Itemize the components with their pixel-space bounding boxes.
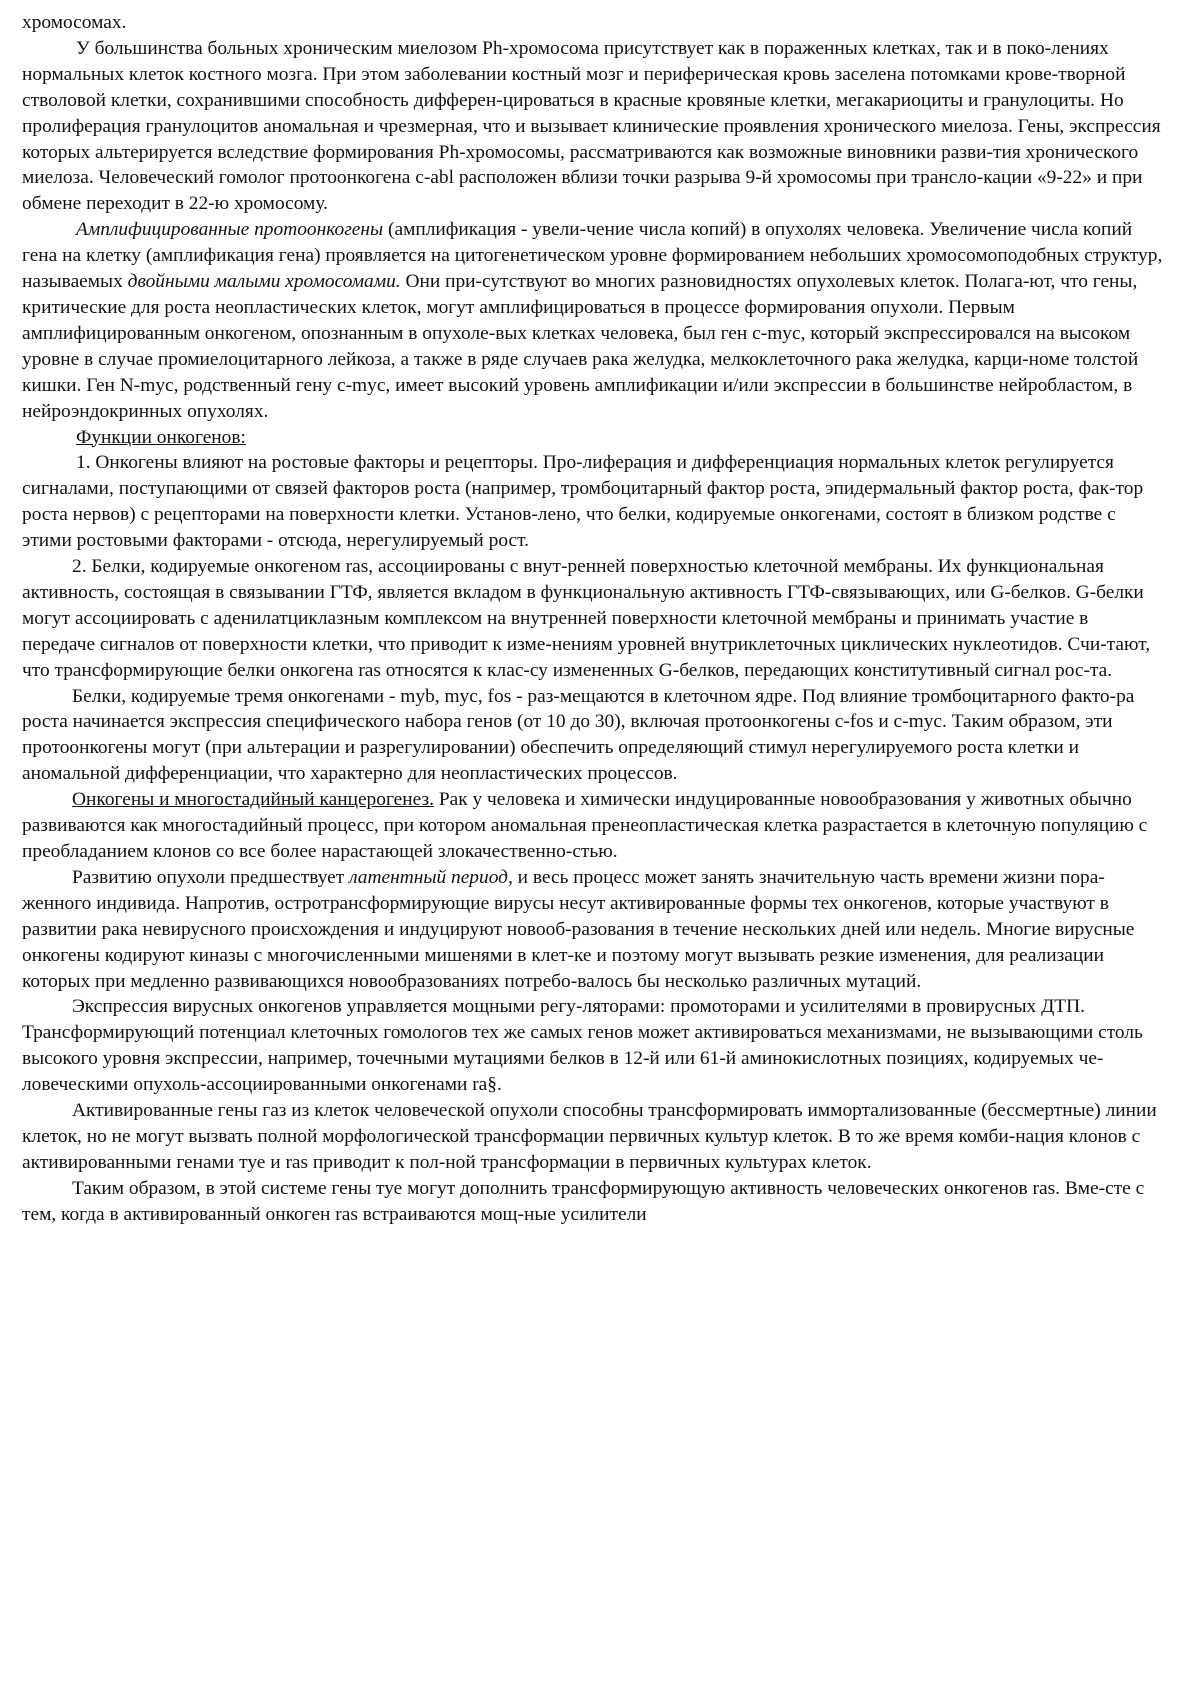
paragraph-latent-text-b: и весь процесс может занять значительную часть времени жизни пора-женного индивида. Напротив, остротрансформирующие вирусы несут активированные формы тех онкогенов, которые участвуют в развитии рака невирусного происхождения и индуцируют новооб-разования в течение нескольких дней или недель. Многие вирусные онкогены кодируют киназы с многочисленными мишенями в клет-ке и поэтому могут вызывать резкие изменения, для реализации которых при медленно развивающихся новообразованиях потребо-валось бы несколько различных мутаций.: [22, 866, 1135, 992]
paragraph-conclusion: Таким образом, в этой системе гены туе могут дополнить трансформирующую активность человеческих онкогенов ras. Вме-сте с тем, когда в активированный онкоген ras встраиваются мощ-ные усилители: [22, 1177, 1145, 1225]
heading-text: Функции онкогенов:: [76, 426, 246, 448]
heading-multistage-carcinogenesis: Онкогены и многостадийный канцерогенез.: [72, 789, 434, 811]
paragraph-latent-period: [22, 865, 1164, 995]
paragraph-myb-myc-fos: Белки, кодируемые тремя онкогенами - myb, myc, fos - раз-мещаются в клеточном ядре. Под влияние тромбоцитарного факто-ра роста начинается экспрессия специфического набора генов (от 10 до 30), включая протоонкогены c-fos и c-myc. Таким образом, эти протоонкогены могут (при альтерации и разрегулировании) обеспечить определяющий стимул нерегулируемого роста клетки и аномальной дифференциации, что характерно для неопластических процессов.: [22, 685, 1135, 785]
paragraph-multistage-carcinogenesis: [22, 787, 1164, 865]
paragraph-latent-text-a: Развитию опухоли предшествует: [72, 866, 350, 888]
term-latent-period: латентный период,: [349, 866, 513, 888]
paragraph-chronic-myelosis: У большинства больных хроническим миелозом Ph-хромосома присутствует как в пораженных клетках, так и в поко-лениях нормальных клеток костного мозга. При этом заболевании костный мозг и периферическая кровь заселена потомками крове-творной стволовой клетки, сохранившими способность дифферен-цироваться в красные кровяные клетки, мегакариоциты и гранулоциты. Но пролиферация гранулоцитов аномальная и чрезмерная, что и вызывает клинические проявления хронического миелоза. Гены, экспрессия которых альтерируется вследствие формирования Ph-хромосомы, рассматриваются как возможные виновники разви-тия хронического миелоза. Человеческий гомолог протоонкогена c-abl расположен вблизи точки разрыва 9-й хромосомы при трансло-кации «9-22» и при обмене переходит в 22-ю хромосому.: [22, 37, 1161, 215]
paragraph-amplified-protooncogenes: [22, 217, 1164, 424]
term-double-minute-chromosomes: двойными малыми хромосомами.: [127, 271, 401, 293]
paragraph-amplified-text-b: Они при-сутствуют во многих разновидностях опухолевых клеток. Полага-ют, что гены, критические для роста неопластических клеток, могут амплифицироваться в процессе формирования опухоли. Первым амплифицированным онкогеном, опознанным в опухоле-вых клетках человека, был ген c-myc, который экспрессировался на высоком уровне в случае промиелоцитарного лейкоза, а также в ряде случаев рака желудка, мелкоклеточного рака желудка, карци-номе толстой кишки. Ген N-myc, родственный гену c-myc, имеет высокий уровень амплификации и/или экспрессии в большинстве нейробластом, в нейроэндокринных опухолях.: [22, 271, 1139, 422]
paragraph-function-2-ras: 2. Белки, кодируемые онкогеном ras, ассоциированы с внут-ренней поверхностью клеточной мембраны. Их функциональная активность, состоящая в связывании ГТФ, является вкладом в функциональную активность ГТФ-связывающих, или G-белков. G-белки могут ассоциировать с аденилатциклазным комплексом на внутренней поверхности клеточной мембраны и принимать участие в передаче сигналов от поверхности клетки, что приводит к изме-нениям уровней внутриклеточных циклических нуклеотидов. Счи-тают, что трансформирующие белки онкогена ras относятся к клас-су измененных G-белков, передающих конститутивный сигнал рос-та.: [22, 556, 1151, 681]
paragraph-activated-ras-genes: Активированные гены газ из клеток человеческой опухоли способны трансформировать иммортализованные (бессмертные) линии клеток, но не могут вызвать полной морфологической трансформации первичных культур клеток. В то же время комби-нация клонов с активированными генами туе и ras приводит к пол-ной трансформации в первичных культурах клеток.: [22, 1100, 1157, 1173]
paragraph-amplified-text-a: (амплификация - увели-чение числа копий) в опухолях человека. Увеличение числа копий гена на клетку (амплификация гена) проявляется на цитогенетическом уровне формированием небольших хромосомоподобных структур, называемых: [22, 219, 1163, 293]
paragraph-viral-oncogene-expression: Экспрессия вирусных онкогенов управляется мощными регу-ляторами: промоторами и усилителями в провирусных ДТП. Трансформирующий потенциал клеточных гомологов тех же самых генов может активироваться механизмами, не вызывающими столь высокого уровня экспрессии, например, точечными мутациями белков в 12-й или 61-й аминокислотных позициях, кодируемых че-ловеческими опухоль-ассоциированными онкогенами ra§.: [22, 996, 1143, 1096]
term-amplified-protooncogenes: Амплифицированные протоонкогены: [76, 219, 384, 241]
paragraph-function-1: 1. Онкогены влияют на ростовые факторы и рецепторы. Про-лиферация и дифференциация нормальных клеток регулируется сигналами, поступающими от связей факторов роста (например, тромбоцитарный фактор роста, эпидермальный фактор роста, фак-тор роста нервов) с рецепторами на поверхности клетки. Установ-лено, что белки, кодируемые онкогенами, состоят в близком родстве с этими ростовыми факторами - отсюда, нерегулируемый рост.: [22, 452, 1144, 552]
paragraph-continuation: хромосомах.: [22, 12, 127, 33]
section-heading-oncogene-functions: [22, 425, 1164, 451]
paragraph-multistage-text: Рак у человека и химически индуцированные новообразования у животных обычно развиваются как многостадийный процесс, при котором аномальная пренеопластическая клетка разрастается в клеточную популяцию с преобладанием клонов со все более нарастающей злокачественно-стью.: [22, 789, 1148, 862]
